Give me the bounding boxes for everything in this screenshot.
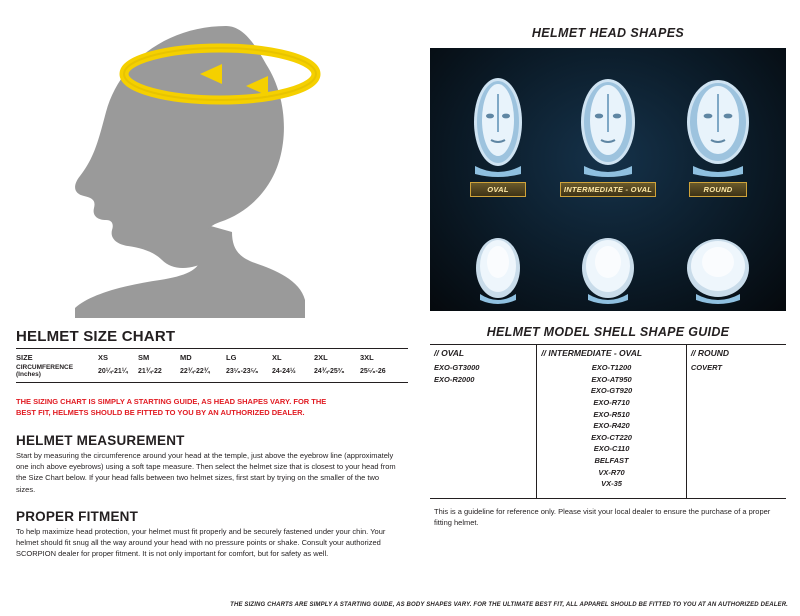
table-row bbox=[16, 363, 408, 379]
list-item: EXO-R2000 bbox=[434, 374, 475, 384]
list-item: EXO-CT220 bbox=[591, 432, 632, 442]
helmet-model-shell-shape-guide bbox=[430, 325, 786, 528]
list-item: EXO-R710 bbox=[593, 397, 630, 407]
shell-guide-table bbox=[430, 344, 786, 499]
helmet-measurement-body: Start by measuring the circumference around your head at the temple, just above the eyebrow line (approximately one inch above eyebrows) using a soft tape measure. Then select the helmet size that is closest to your head from the Size Chart below. If your head falls between two helmet sizes, first start by trying on the smaller of the two sizes. bbox=[16, 450, 396, 494]
list-item: VX-35 bbox=[601, 479, 622, 489]
head-measurement-illustration bbox=[50, 8, 330, 318]
table-header-row bbox=[16, 352, 408, 363]
shape-label-round: ROUND bbox=[689, 182, 747, 197]
circumference-label: CIRCUMFERENCE (Inches) bbox=[16, 364, 74, 378]
size-chart-top-rule bbox=[16, 348, 408, 349]
proper-fitment-heading: PROPER FITMENT bbox=[16, 508, 139, 524]
list-item: EXO-C110 bbox=[593, 444, 630, 454]
head-top-round-icon bbox=[666, 236, 770, 308]
list-item: EXO-T1200 bbox=[591, 363, 632, 372]
list-item: EXO-GT920 bbox=[590, 386, 633, 396]
circumference-3xl: 25⁵⁄₈-26 bbox=[360, 367, 386, 375]
circumference-xs: 20¼-21¼ bbox=[98, 367, 128, 375]
head-shapes-title: HELMET HEAD SHAPES bbox=[531, 26, 685, 40]
shell-guide-note: This is a guideline for reference only. Please visit your local dealer to ensure the purchase of a proper fitting helmet. bbox=[434, 506, 771, 528]
shell-column-oval bbox=[430, 345, 537, 499]
size-header-cell: SIZE bbox=[16, 353, 33, 362]
size-header-3xl: 3XL bbox=[360, 353, 374, 362]
size-header-xs: XS bbox=[98, 353, 109, 362]
size-header-lg: LG bbox=[226, 353, 237, 362]
head-silhouette-icon bbox=[50, 8, 330, 318]
circumference-2xl: 24¾-25³⁄₈ bbox=[314, 367, 345, 375]
sizing-guide-warning: THE SIZING CHART IS SIMPLY A STARTING GUIDE, AS HEAD SHAPES VARY. FOR THE BEST FIT, HELMETS SHOULD BE FITTED TO YOU BY AN AUTHORIZED DEALER. bbox=[16, 397, 327, 417]
circumference-lg: 23¹⁄₈-23⁵⁄₈ bbox=[226, 367, 259, 375]
head-shape-intermediate-oval bbox=[556, 70, 660, 197]
head-top-view-intermediate-oval bbox=[556, 236, 660, 311]
shell-column-round bbox=[686, 345, 786, 499]
list-item: BELFAST bbox=[594, 456, 629, 465]
circumference-md: 22¾-22¾ bbox=[180, 367, 210, 375]
footer-disclaimer: THE SIZING CHARTS ARE SIMPLY A STARTING GUIDE, AS BODY SHAPES VARY. FOR THE ULTIMATE BEST FIT, ALL APPAREL SHOULD BE FITTED TO YOU AT AN AUTHORIZED DEALER. bbox=[230, 602, 788, 608]
head-shape-round bbox=[666, 70, 770, 197]
proper-fitment-body: To help maximize head protection, your helmet must fit properly and be securely fastened under your chin. Your helmet should fit snug all the way around your head with no pressure points or shake. Consult your authorized SCORPION dealer for proper fitment. It is not only important for comfort, but for safety as well. bbox=[16, 526, 386, 559]
shell-column-round-header: // ROUND bbox=[690, 348, 730, 358]
head-top-intermediate-oval-icon bbox=[556, 236, 660, 308]
size-header-sm: SM bbox=[138, 353, 150, 362]
head-shape-oval bbox=[446, 70, 550, 197]
helmet-measurement-heading: HELMET MEASUREMENT bbox=[16, 432, 185, 448]
size-chart-bottom-rule bbox=[16, 382, 408, 383]
circumference-sm: 21¾-22 bbox=[138, 367, 162, 375]
list-item: EXO-R420 bbox=[593, 421, 630, 431]
shape-label-intermediate-oval: INTERMEDIATE - OVAL bbox=[560, 182, 656, 197]
list-item: COVERT bbox=[690, 363, 722, 372]
head-top-view-oval bbox=[446, 236, 550, 311]
table-row bbox=[430, 345, 786, 499]
shape-label-oval: OVAL bbox=[470, 182, 526, 197]
right-panel bbox=[428, 0, 788, 528]
shell-column-intermediate-oval-header: // INTERMEDIATE - OVAL bbox=[541, 348, 643, 358]
shell-column-oval-header: // OVAL bbox=[434, 348, 465, 358]
size-chart-title: HELMET SIZE CHART bbox=[16, 328, 176, 345]
face-front-round-icon bbox=[675, 70, 761, 180]
face-front-intermediate-oval-icon bbox=[568, 70, 648, 180]
head-shapes-illustration-box bbox=[430, 48, 786, 311]
list-item: EXO-R510 bbox=[593, 409, 630, 419]
size-header-md: MD bbox=[180, 353, 192, 362]
head-top-oval-icon bbox=[446, 236, 550, 308]
list-item: EXO-GT3000 bbox=[434, 363, 480, 372]
list-item: EXO-AT950 bbox=[591, 374, 632, 384]
circumference-xl: 24-24½ bbox=[272, 367, 296, 375]
size-header-xl: XL bbox=[272, 353, 282, 362]
size-chart-table bbox=[16, 352, 408, 379]
list-item: VX-R70 bbox=[598, 467, 625, 477]
size-header-2xl: 2XL bbox=[314, 353, 328, 362]
face-front-oval-icon bbox=[461, 70, 535, 180]
head-top-view-round bbox=[666, 236, 770, 311]
shell-column-intermediate-oval bbox=[537, 345, 687, 499]
helmet-size-chart bbox=[16, 328, 408, 560]
shell-guide-title: HELMET MODEL SHELL SHAPE GUIDE bbox=[486, 325, 730, 339]
